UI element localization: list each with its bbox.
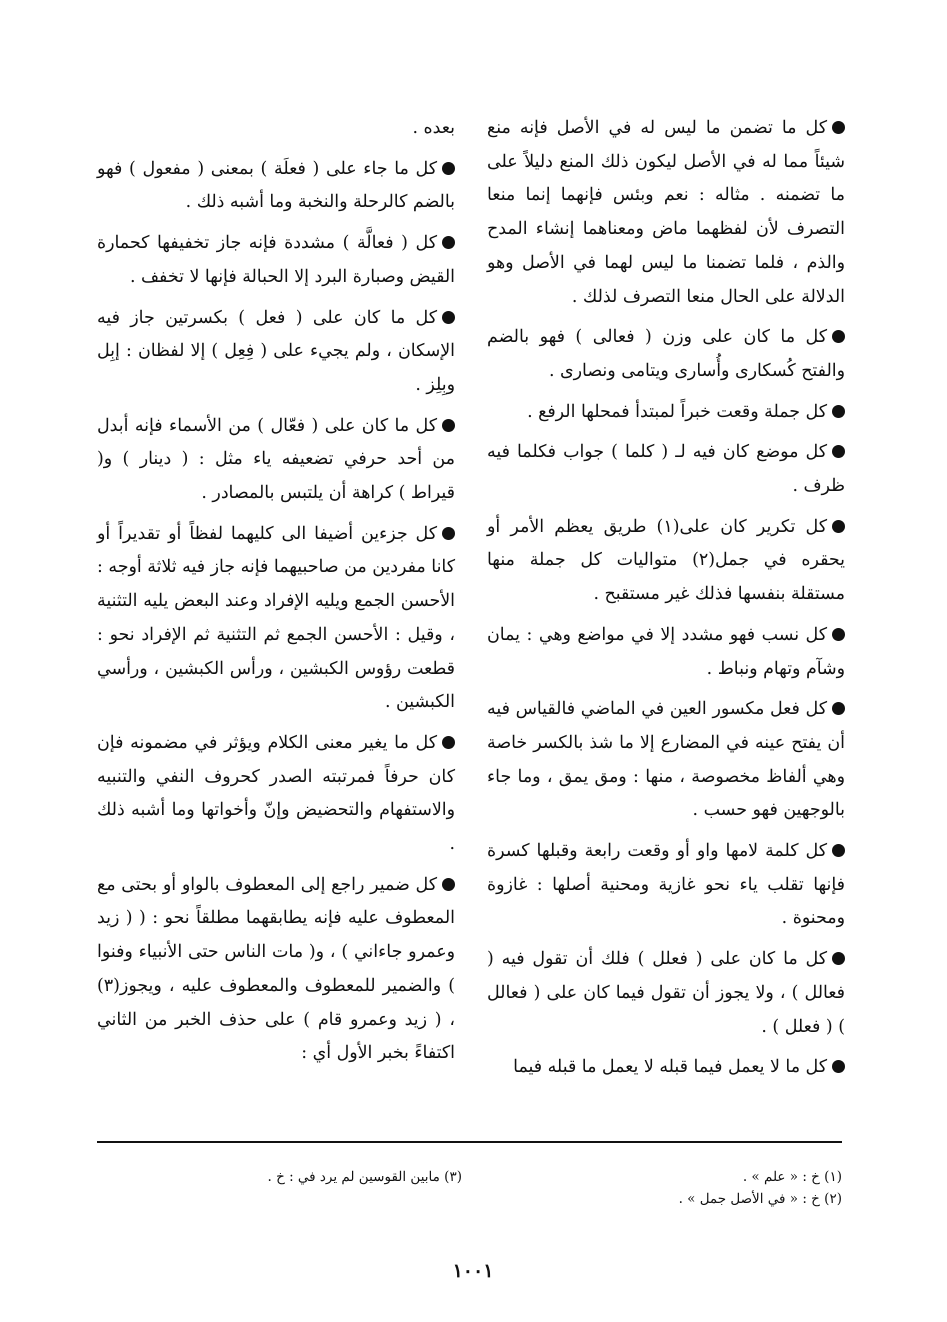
paragraph-text: كل ( فعالَّة ) مشددة فإنه جاز تخفيفها كحمارة القيض وصبارة البرد إلا الحبالة فإنها لا تخفف . [97,233,455,287]
bullet-icon [442,236,455,249]
paragraph [487,436,845,503]
bullet-icon [832,520,845,533]
paragraph [487,511,845,612]
paragraph [487,112,845,314]
left-column [97,112,455,1078]
paragraph [97,518,455,720]
paragraph-text: كل ما تضمن ما ليس له في الأصل فإنه منع شيئاً مما له في الأصل ليكون ذلك المنع دليلاً على ما تضمنه . مثاله : نعم وبئس فإنهما إنما منعا التصرف لأن لفظهما ماض ومعناهما إنشاء المدح والذم ، فلما تضمنا ما ليس لهما في الأصل وهو الدلالة على الحال منعا التصرف لذلك . [487,118,845,307]
paragraph-text: كل ما يغير معنى الكلام ويؤثر في مضمونه فإن كان حرفاً فمرتبته الصدر كحروف النفي والتنبيه والاستفهام والتحضيض وإنّ وأخواتها وما أشبه ذلك . [97,732,455,855]
bullet-icon [442,736,455,749]
bullet-icon [442,162,455,175]
paragraph-text: كل ما جاء على ( فعلَة ) بمعنى ( مفعول ) فهو بالضم كالرحلة والنخبة وما أشبه ذلك . [97,158,455,213]
paragraph [487,693,845,828]
bullet-icon [832,405,845,418]
bullet-icon [832,330,845,343]
paragraph-text: كل نسب فهو مشدد إلا في مواضع وهي : يمان وشآم وتهام ونباط . [487,624,845,679]
bullet-icon [442,527,455,540]
bullet-icon [442,311,455,324]
paragraph [487,619,845,686]
paragraph-text: كل تكرير كان على(١) طريق يعظم الأمر أو يحقره في جمل(٢) متواليات كل جملة منها مستقلة بنفسها فذلك غير مستقبح . [487,516,845,605]
footnote: (٢) خ : « في الأصل جمل » . [678,1191,842,1207]
bullet-icon [832,1060,845,1073]
paragraph-text: كل جزءين أضيفا الى كليهما لفظاً أو تقديراً أو كانا مفردين من صاحبيهما فإنه جاز فيه ثلاثة أوجه : الأحسن الجمع ويليه الإفراد وعند البعض يليه التثنية ، وقيل : الأحسن الجمع ثم التثنية ثم الإفراد نحو : قطعت رؤوس الكبشين ، ورأس الكبشين ، ورأسي الكبشين . [97,523,455,713]
bullet-icon [832,844,845,857]
footnote: (١) خ : « علم » . [742,1169,842,1185]
paragraph [487,321,845,388]
paragraph [97,410,455,511]
paragraph [97,869,455,1071]
paragraph-text: كل موضع كان فيه لـ ( كلما ) جواب فكلما فيه ظرف . [487,442,845,497]
bullet-icon [442,419,455,432]
bullet-icon [832,121,845,134]
paragraph [97,302,455,403]
paragraph-text: كل ضمير راجع إلى المعطوف بالواو أو بحتى مع المعطوف عليه فإنه يطابقهما مطلقاً نحو : ( ( زيد وعمرو جاءاني ) ، و( مات الناس حتى الأنبياء وفنوا ) والضمير للمعطوف والمعطوف عليه ، ويجوز(٣) ، ( زيد وعمرو قام ) على حذف الخبر من الثاني اكتفاءً بخبر الأول أي : [97,874,455,1064]
paragraph [487,835,845,936]
paragraph-text: كل ما كان على وزن ( فعالى ) فهو بالضم والفتح كُسكارى وأُسارى ويتامى ونصارى . [487,327,845,381]
bullet-icon [832,628,845,641]
bullet-icon [832,952,845,965]
right-column [487,112,845,1092]
paragraph-text: كل فعل مكسور العين في الماضي فالقياس فيه أن يفتح عينه في المضارع إلا ما شذ بالكسر خاصة وهي ألفاظ مخصوصة ، منها : ومق يمق ، وما جاء بالوجهين فهو حسب . [487,699,845,821]
paragraph [487,943,845,1044]
footnote: (٣) مابين القوسين لم يرد في : خ . [267,1169,462,1185]
footnote-divider [97,1141,842,1143]
paragraph-text: كل ما كان على ( فعلل ) فلك أن تقول فيه ( فعالل ) ، ولا يجوز أن تقول فيما كان على ( فعالل ) ( فعلل ) . [487,949,845,1037]
bullet-icon [442,878,455,891]
paragraph [97,727,455,862]
paragraph-text: كل ما كان على ( فعّال ) من الأسماء فإنه أبدل من أحد حرفي تضعيفه ياء مثل : ( دينار ) و( قيراط ) كراهة أن يلتبس بالمصادر . [97,415,455,504]
paragraph [487,396,845,430]
page-number: ١٠٠١ [452,1260,494,1282]
paragraph-text: كل جملة وقعت خبراً لمبتدأ فمحلها الرفع . [527,401,827,422]
paragraph-text: كل كلمة لامها واو أو وقعت رابعة وقبلها كسرة فإنها تقلب ياء نحو غازية ومحنية أصلها : غازوة ومحنوة . [487,841,845,929]
footnotes-left [200,1166,462,1188]
paragraph [97,227,455,294]
paragraph-continuation: بعده . [412,118,455,138]
footnotes-right [487,1166,842,1210]
paragraph-text: كل ما كان على ( فعل ) بكسرتين جاز فيه الإسكان ، ولم يجيء على ( فِعِل ) إلا لفظان : إبِل وبِلِز . [97,307,455,395]
paragraph-text: كل ما لا يعمل فيما قبله لا يعمل ما قبله فيما [513,1057,827,1078]
paragraph [97,153,455,220]
bullet-icon [832,445,845,458]
bullet-icon [832,702,845,715]
paragraph [487,1051,845,1085]
